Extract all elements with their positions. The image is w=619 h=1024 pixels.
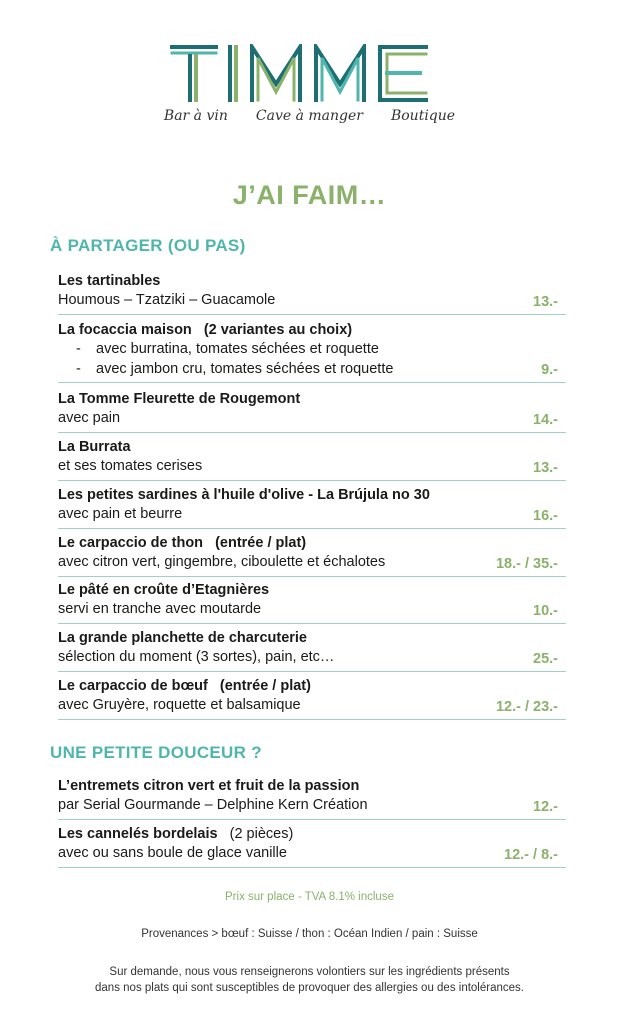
item-name: La focaccia maison bbox=[58, 322, 192, 338]
item-desc: sélection du moment (3 sortes), pain, etc… bbox=[58, 649, 335, 665]
item-price: 16.- bbox=[533, 508, 558, 524]
item-desc: avec citron vert, gingembre, ciboulette et échalotes bbox=[58, 554, 386, 570]
item-option: avec jambon cru, tomates séchées et roquette bbox=[96, 360, 394, 377]
tagline-cave: Cave à manger bbox=[255, 108, 363, 124]
item-name: La Tomme Fleurette de Rougemont bbox=[58, 391, 301, 407]
item-name: La grande planchette de charcuterie bbox=[58, 630, 307, 646]
menu-item bbox=[58, 581, 566, 624]
menu-item: La focaccia maison (2 variantes au choix) - avec burratina, tomates séchées et roquette - avec jambon cru, tomates séchées et roquette 9.- bbox=[58, 321, 566, 383]
menu-item bbox=[58, 390, 566, 433]
item-note: (2 pièces) bbox=[229, 826, 294, 842]
footer-tva: Prix sur place - TVA 8.1% incluse bbox=[225, 891, 394, 903]
item-desc: avec Gruyère, roquette et balsamique bbox=[58, 697, 301, 713]
item-price: 9.- bbox=[541, 362, 558, 378]
item-name: L’entremets citron vert et fruit de la passion bbox=[58, 778, 360, 794]
tagline bbox=[0, 108, 619, 124]
item-price: 10.- bbox=[533, 603, 558, 619]
page-title: J’AI FAIM… bbox=[232, 180, 387, 210]
item-desc: par Serial Gourmande – Delphine Kern Création bbox=[58, 797, 368, 813]
footer-allergy bbox=[0, 964, 619, 996]
item-note: (entrée / plat) bbox=[219, 678, 311, 694]
menu-item bbox=[58, 438, 566, 481]
item-note: (2 variantes au choix) bbox=[203, 322, 353, 338]
item-note: (entrée / plat) bbox=[215, 535, 307, 551]
menu-item bbox=[58, 825, 566, 868]
item-price: 14.- bbox=[533, 412, 558, 428]
item-name: Les tartinables bbox=[58, 273, 161, 289]
menu-item bbox=[58, 629, 566, 672]
item-name: Le pâté en croûte d’Etagnières bbox=[58, 582, 270, 598]
item-price: 12.- / 8.- bbox=[504, 847, 558, 863]
item-name: La Burrata bbox=[58, 439, 131, 455]
menu-item bbox=[58, 777, 566, 820]
tagline-bar: Bar à vin bbox=[163, 108, 228, 124]
item-name: Les cannelés bordelais bbox=[58, 826, 218, 842]
item-desc: et ses tomates cerises bbox=[58, 458, 203, 474]
item-price: 12.- bbox=[533, 799, 558, 815]
item-desc: servi en tranche avec moutarde bbox=[58, 601, 262, 617]
tagline-boutique: Boutique bbox=[390, 108, 456, 124]
item-price: 12.- / 23.- bbox=[495, 699, 558, 715]
menu-item bbox=[58, 486, 566, 529]
item-price: 25.- bbox=[533, 651, 558, 667]
timme-logo bbox=[170, 44, 450, 104]
item-name: Le carpaccio de bœuf bbox=[58, 678, 208, 694]
logo bbox=[0, 44, 619, 144]
item-desc: avec pain bbox=[58, 410, 121, 426]
item-desc: Houmous – Tzatziki – Guacamole bbox=[58, 292, 276, 308]
menu-item bbox=[58, 272, 566, 315]
item-name: Les petites sardines à l'huile d'olive - La Brújula no 30 bbox=[58, 487, 430, 503]
item-name: Le carpaccio de thon bbox=[58, 535, 204, 551]
menu-item bbox=[58, 677, 566, 720]
section-title-douceur: UNE PETITE DOUCEUR ? bbox=[50, 743, 262, 762]
item-option: avec burratina, tomates séchées et roquette bbox=[96, 341, 379, 357]
footer-provenance: Provenances > bœuf : Suisse / thon : Océan Indien / pain : Suisse bbox=[141, 928, 478, 940]
item-desc: avec pain et beurre bbox=[58, 506, 183, 522]
item-price: 13.- bbox=[533, 294, 558, 310]
item-price: 18.- / 35.- bbox=[495, 556, 558, 572]
section-title-partager: À PARTAGER (OU PAS) bbox=[50, 236, 246, 255]
item-desc: avec ou sans boule de glace vanille bbox=[58, 845, 287, 861]
item-price: 13.- bbox=[533, 460, 558, 476]
menu-item bbox=[58, 534, 566, 577]
allergy-line-2: dans nos plats qui sont susceptibles de provoquer des allergies ou des intolérances. bbox=[95, 982, 524, 994]
allergy-line-1: Sur demande, nous vous renseignerons volontiers sur les ingrédients présents bbox=[109, 966, 510, 978]
